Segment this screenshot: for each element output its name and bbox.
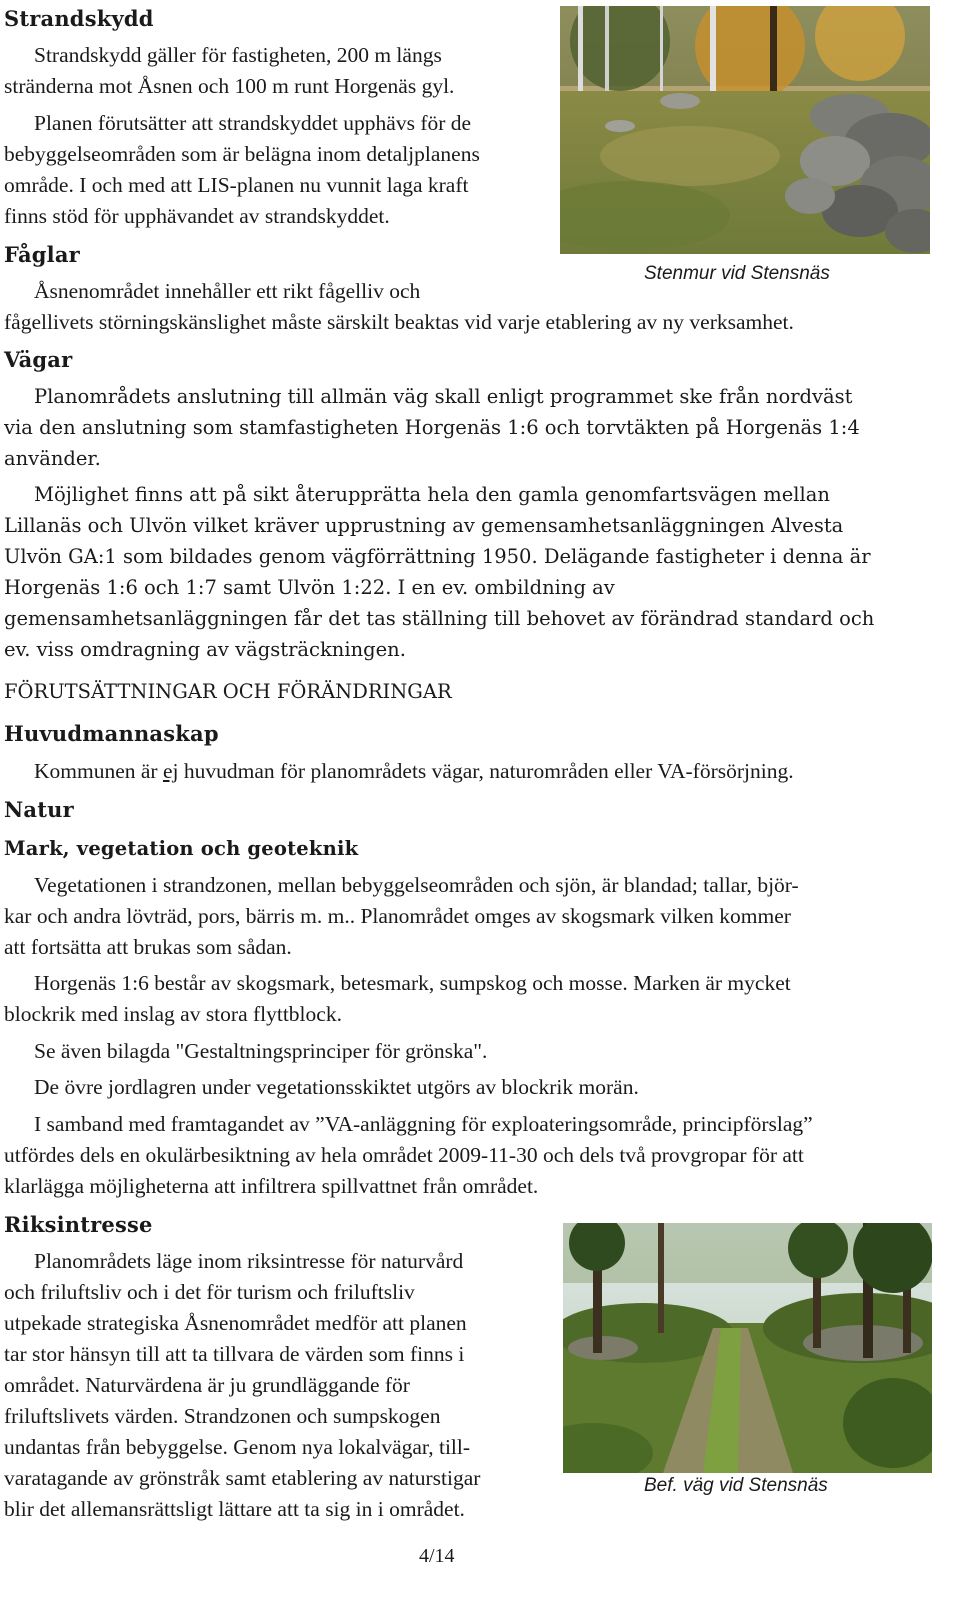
text-line: stränderna mot Åsnen och 100 m runt Horgenäs gyl. (4, 74, 455, 98)
text-line: Planområdets anslutning till allmän väg skall enligt programmet ske från nordväst (34, 385, 853, 408)
text-line: blockrik med inslag av stora flyttblock. (4, 1002, 342, 1026)
text-line: och friluftsliv och i det för turism och friluftsliv (4, 1280, 415, 1304)
text-line: gemensamhetsanläggningen får det tas ställning till behovet av förändrad standard och (4, 607, 875, 630)
text-line: Ulvön GA:1 som bildades genom vägförrättning 1950. Delägande fastigheter i denna är (4, 545, 871, 568)
heading-natur: Natur (4, 797, 74, 822)
vagar-paragraph-2 (4, 479, 874, 665)
text-line: undantas från bebyggelse. Genom nya lokalvägar, till- (4, 1435, 471, 1459)
riksintresse-paragraph (4, 1246, 480, 1525)
photo-stone-wall (560, 6, 930, 254)
text-line: utpekade strategiska Åsnenområdet medför att planen (4, 1311, 467, 1335)
text-line: Horgenäs 1:6 och 1:7 samt Ulvön 1:22. I en ev. ombildning av (4, 576, 615, 599)
strandskydd-paragraph-1 (4, 40, 454, 102)
text-line: blir det allemansrättsligt lättare att ta sig in i området. (4, 1497, 465, 1521)
faglar-paragraph (4, 276, 794, 338)
photo-caption-vag: Bef. väg vid Stensnäs (644, 1475, 828, 1496)
heading-mark-vegetation: Mark, vegetation och geoteknik (4, 837, 359, 860)
text-line: friluftslivets värden. Strandzonen och sumpskogen (4, 1404, 441, 1428)
text-line: Horgenäs 1:6 består av skogsmark, betesmark, sumpskog och mosse. Marken är mycket (34, 971, 791, 995)
strandskydd-paragraph-2 (4, 108, 480, 232)
mark-paragraph-5 (4, 1109, 813, 1202)
heading-faglar: Fåglar (4, 242, 80, 267)
text-line: bebyggelseområden som är belägna inom detaljplanens (4, 142, 480, 166)
text-line: fågellivets störningskänslighet måste särskilt beaktas vid varje etablering av ny verksamhet. (4, 310, 794, 334)
mark-paragraph-4 (4, 1072, 639, 1103)
huvudmannaskap-paragraph (4, 756, 794, 787)
heading-riksintresse: Riksintresse (4, 1212, 153, 1237)
text-line: att fortsätta att brukas som sådan. (4, 935, 292, 959)
underlined-word: ej (162, 759, 179, 783)
text-line: Möjlighet finns att på sikt återupprätta hela den gamla genomfartsvägen mellan (34, 483, 830, 506)
mark-paragraph-1 (4, 870, 799, 963)
text-line: Åsnenområdet innehåller ett rikt fågelliv och (34, 279, 421, 303)
text-segment: huvudman för planområdets vägar, naturområden eller VA-försörjning. (178, 759, 794, 783)
text-line: område. I och med att LIS-planen nu vunnit laga kraft (4, 173, 469, 197)
text-line: tar stor hänsyn till att ta tillvara de värden som finns i (4, 1342, 465, 1366)
text-line: Planen förutsätter att strandskyddet upphävs för de (34, 111, 472, 135)
text-line: använder. (4, 447, 101, 470)
section-title-forutsattningar: FÖRUTSÄTTNINGAR OCH FÖRÄNDRINGAR (4, 680, 452, 703)
text-line: varatagande av grönstråk samt etablering av naturstigar (4, 1466, 481, 1490)
text-line: Vegetationen i strandzonen, mellan bebyggelseområden och sjön, är blandad; tallar, björ- (34, 873, 799, 897)
heading-vagar: Vägar (4, 347, 73, 372)
photo-forest-road (563, 1223, 932, 1473)
text-segment: Kommunen är (34, 759, 163, 783)
text-line: Lillanäs och Ulvön vilket kräver upprustning av gemensamhetsanläggningen Alvesta (4, 514, 844, 537)
text-line: utfördes dels en okulärbesiktning av hela området 2009-11-30 och dels två provgropar för att (4, 1143, 804, 1167)
page-number: 4/14 (419, 1545, 455, 1567)
text-line: via den anslutning som stamfastigheten Horgenäs 1:6 och torvtäkten på Horgenäs 1:4 (4, 416, 860, 439)
text-line: kar och andra lövträd, pors, bärris m. m.. Planområdet omges av skogsmark vilken kommer (4, 904, 791, 928)
forest-road-illustration (563, 1223, 932, 1473)
text-line: området. Naturvärdena är ju grundläggande för (4, 1373, 410, 1397)
text-line: I samband med framtagandet av ”VA-anläggning för exploateringsområde, principförslag” (34, 1112, 813, 1136)
text-line: Planområdets läge inom riksintresse för naturvård (34, 1249, 464, 1273)
mark-paragraph-3 (4, 1036, 487, 1067)
text-line: Se även bilagda "Gestaltningsprinciper för grönska". (34, 1039, 488, 1063)
text-line: Strandskydd gäller för fastigheten, 200 m längs (34, 43, 442, 67)
heading-strandskydd: Strandskydd (4, 6, 154, 31)
text-line: De övre jordlagren under vegetationsskiktet utgörs av blockrik morän. (34, 1075, 639, 1099)
heading-huvudmannaskap: Huvudmannaskap (4, 721, 219, 746)
vagar-paragraph-1 (4, 381, 860, 474)
mark-paragraph-2 (4, 968, 791, 1030)
photo-caption-stenmur: Stenmur vid Stensnäs (644, 263, 830, 284)
text-line: klarlägga möjligheterna att infiltrera spillvattnet från området. (4, 1174, 539, 1198)
text-line: finns stöd för upphävandet av strandskyddet. (4, 204, 390, 228)
text-line: ev. viss omdragning av vägsträckningen. (4, 638, 406, 661)
stone-wall-illustration (560, 6, 930, 254)
